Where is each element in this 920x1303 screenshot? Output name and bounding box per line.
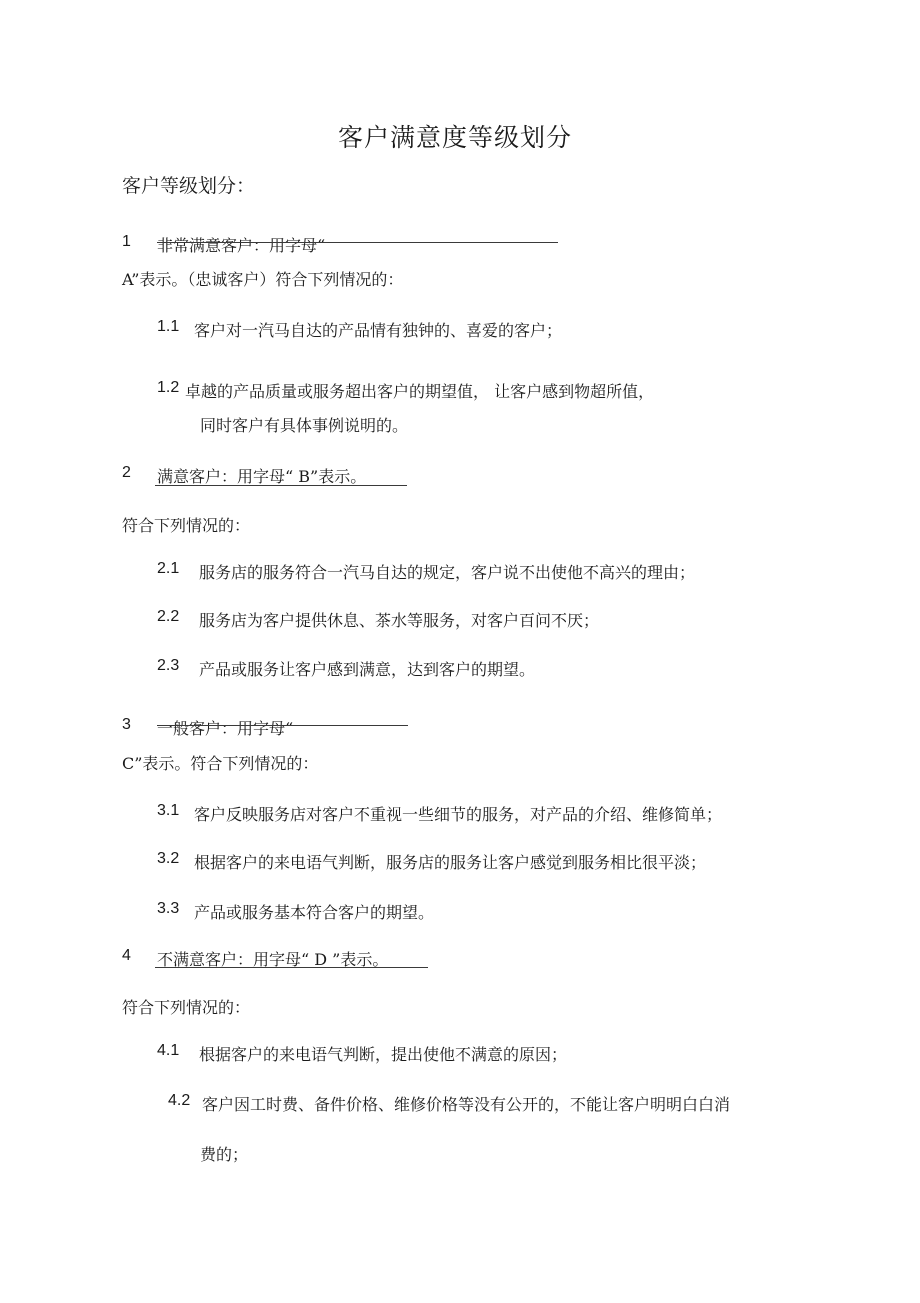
section-3-number: 3 (122, 716, 131, 733)
section-4-intro: 符合下列情况的： (122, 998, 251, 1017)
underline (155, 485, 407, 486)
item-number: 4.2 (168, 1092, 191, 1109)
item-number: 1.2 (157, 379, 180, 396)
item-number: 3.2 (157, 850, 180, 867)
strike-line (157, 725, 408, 726)
item-text: 产品或服务基本符合客户的期望。 (194, 903, 435, 922)
item-text: 服务店为客户提供休息、茶水等服务，对客户百问不厌； (199, 611, 600, 630)
item-number: 2.2 (157, 608, 180, 625)
section-1-heading-cont: A”表示。（忠诚客户）符合下列情况的： (122, 270, 404, 289)
section-1-number: 1 (122, 233, 131, 250)
item-text: 服务店的服务符合一汽马自达的规定，客户说不出使他不高兴的理由； (199, 563, 696, 582)
section-3-heading: 一般客户：用字母“ (157, 719, 294, 738)
item-text: 根据客户的来电语气判断，提出使他不满意的原因； (199, 1045, 568, 1064)
section-4-number: 4 (122, 947, 131, 964)
underline (155, 967, 428, 968)
item-text-cont: 同时客户有具体事例说明的。 (200, 416, 409, 435)
item-number: 3.1 (157, 802, 180, 819)
item-text: 卓越的产品质量或服务超出客户的期望值， 让客户感到物超所值， (185, 382, 655, 401)
item-text: 根据客户的来电语气判断，服务店的服务让客户感觉到服务相比很平淡； (194, 853, 707, 872)
section-1-heading: 非常满意客户：用字母“ (157, 236, 326, 255)
section-4-heading: 不满意客户：用字母“ D ”表示。 (157, 950, 389, 969)
item-number: 2.3 (157, 657, 180, 674)
item-text: 客户反映服务店对客户不重视一些细节的服务，对产品的介绍、维修简单； (194, 805, 723, 824)
item-text: 客户因工时费、备件价格、维修价格等没有公开的，不能让客户明明白白消 (202, 1095, 731, 1114)
item-number: 4.1 (157, 1042, 180, 1059)
section-2-number: 2 (122, 464, 131, 481)
item-number: 3.3 (157, 900, 180, 917)
strike-line (157, 242, 558, 243)
item-number: 1.1 (157, 318, 180, 335)
section-2-heading: 满意客户：用字母“ B”表示。 (157, 467, 367, 486)
subtitle: 客户等级划分： (122, 175, 256, 197)
item-text: 产品或服务让客户感到满意，达到客户的期望。 (199, 660, 536, 679)
item-text-cont: 费的； (200, 1145, 249, 1164)
section-2-intro: 符合下列情况的： (122, 516, 251, 535)
section-3-heading-cont: C”表示。符合下列情况的： (122, 754, 319, 773)
item-text: 客户对一汽马自达的产品情有独钟的、喜爱的客户； (194, 321, 563, 340)
page-title: 客户满意度等级划分 (337, 123, 572, 152)
item-number: 2.1 (157, 560, 180, 577)
